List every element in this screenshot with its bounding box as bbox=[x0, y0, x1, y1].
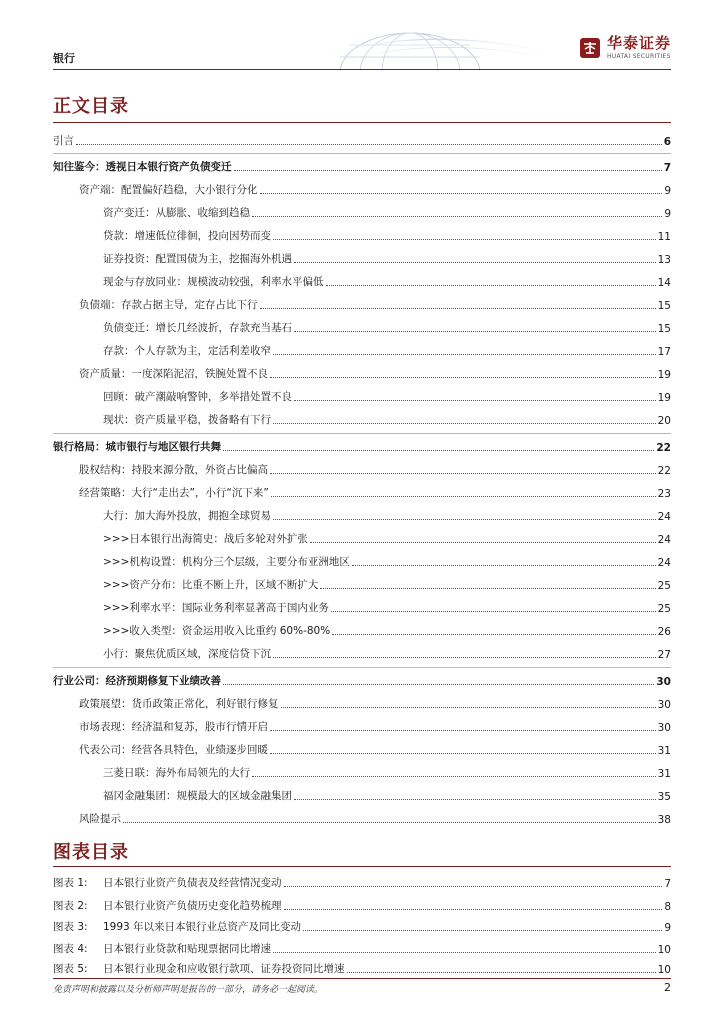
figure-label: 图表 3: bbox=[53, 921, 88, 933]
figure-label: 图表 5: bbox=[53, 963, 88, 975]
toc-entry-text: 经营策略：大行“走出去”，小行“沉下来” bbox=[79, 487, 269, 499]
toc-leader bbox=[270, 730, 656, 731]
toc-entry[interactable] bbox=[53, 181, 671, 197]
page-number: 2 bbox=[664, 981, 671, 994]
figure-entry-page: 8 bbox=[664, 901, 671, 913]
toc-entry-page: 15 bbox=[657, 300, 671, 312]
toc-entry-page: 26 bbox=[657, 626, 671, 638]
toc-entry-text: 银行格局：城市银行与地区银行共舞 bbox=[53, 441, 221, 453]
footer-divider bbox=[53, 978, 671, 979]
toc-entry[interactable] bbox=[53, 461, 671, 477]
toc-entry-text: 大行：加大海外投放，拥抱全球贸易 bbox=[103, 510, 271, 522]
toc-entry-page: 17 bbox=[657, 346, 671, 358]
figure-label: 图表 4: bbox=[53, 943, 88, 955]
toc-entry-page: 19 bbox=[657, 369, 671, 381]
toc-leader bbox=[273, 657, 656, 658]
figure-entry-text: 1993 年以来日本银行业总资产及同比变动 bbox=[103, 921, 302, 933]
toc-entry[interactable] bbox=[53, 204, 671, 220]
figure-entry-text: 日本银行业资产负债表及经营情况变动 bbox=[103, 877, 282, 889]
figure-entry-page: 10 bbox=[657, 944, 671, 956]
toc-leader bbox=[294, 400, 656, 401]
toc-leader bbox=[303, 930, 662, 931]
toc-entry[interactable] bbox=[53, 158, 671, 174]
toc-entry[interactable] bbox=[53, 388, 671, 404]
toc-entry-page: 6 bbox=[663, 136, 671, 148]
toc-leader bbox=[332, 634, 655, 635]
toc-entry[interactable] bbox=[53, 132, 671, 148]
toc-entry-page: 31 bbox=[657, 745, 671, 757]
toc-entry-text: >>>资产分布：比重不断上升，区域不断扩大 bbox=[103, 579, 319, 591]
toc-entry-text: 小行：聚焦优质区域，深度信贷下沉 bbox=[103, 648, 271, 660]
toc-entry-text: >>>机构设置：机构分三个层级，主要分布亚洲地区 bbox=[103, 556, 350, 568]
toc-leader bbox=[294, 331, 656, 332]
toc-entry[interactable] bbox=[53, 411, 671, 427]
toc-leader bbox=[273, 423, 656, 424]
toc-entry[interactable] bbox=[53, 810, 671, 826]
toc-entry[interactable] bbox=[53, 695, 671, 711]
header-divider bbox=[53, 69, 671, 70]
toc-entry-page: 30 bbox=[656, 676, 671, 688]
toc-leader bbox=[273, 354, 656, 355]
toc-entry[interactable] bbox=[53, 250, 671, 266]
toc-entry[interactable] bbox=[53, 319, 671, 335]
toc-entry[interactable] bbox=[53, 622, 671, 638]
toc-leader bbox=[273, 519, 656, 520]
toc-divider bbox=[53, 153, 671, 154]
toc-leader bbox=[270, 377, 656, 378]
toc-entry-text: >>>收入类型：资金运用收入比重约 60%-80% bbox=[103, 625, 331, 637]
toc-entry[interactable] bbox=[53, 342, 671, 358]
toc-entry-text: 引言 bbox=[53, 135, 74, 147]
toc-leader bbox=[123, 822, 656, 823]
toc-entry-page: 9 bbox=[664, 185, 671, 197]
toc-entry-page: 7 bbox=[663, 162, 671, 174]
toc-entry-text: 三菱日联：海外布局领先的大行 bbox=[103, 767, 250, 779]
toc-entry[interactable] bbox=[53, 296, 671, 312]
toc-divider bbox=[53, 667, 671, 668]
toc-entry-text: >>>日本银行出海简史：战后多轮对外扩张 bbox=[103, 533, 308, 545]
toc-entry-text: 现状：资产质量平稳，拨备略有下行 bbox=[103, 414, 271, 426]
figure-entry[interactable] bbox=[53, 897, 671, 913]
figures-title: 图表目录 bbox=[53, 842, 129, 863]
toc-entry-page: 22 bbox=[656, 442, 671, 454]
toc-entry-page: 30 bbox=[657, 722, 671, 734]
toc-entry-text: 资产变迁：从膨胀、收缩到趋稳 bbox=[103, 207, 250, 219]
toc-entry-text: 存款：个人存款为主，定活利差收窄 bbox=[103, 345, 271, 357]
toc-leader bbox=[347, 972, 656, 973]
toc-leader bbox=[281, 707, 656, 708]
toc-leader bbox=[270, 473, 656, 474]
toc-entry[interactable] bbox=[53, 484, 671, 500]
figure-entry[interactable] bbox=[53, 874, 671, 890]
toc-entry-text: 股权结构：持股来源分散，外资占比偏高 bbox=[79, 464, 268, 476]
huatai-logo-icon bbox=[579, 37, 601, 59]
figure-entry-page: 9 bbox=[664, 922, 671, 934]
toc-leader bbox=[260, 193, 663, 194]
brand-name-en: HUATAI SECURITIES bbox=[606, 53, 671, 60]
figures-title-rule bbox=[53, 866, 671, 867]
toc-entry-page: 24 bbox=[657, 557, 671, 569]
footer-disclaimer: 免责声明和披露以及分析师声明是报告的一部分，请务必一起阅读。 bbox=[53, 985, 324, 995]
toc-entry-page: 9 bbox=[664, 208, 671, 220]
toc-entry-page: 11 bbox=[657, 231, 671, 243]
toc-entry-page: 25 bbox=[657, 580, 671, 592]
toc-entry[interactable] bbox=[53, 507, 671, 523]
toc-leader bbox=[270, 753, 656, 754]
toc-leader bbox=[294, 262, 656, 263]
brand-name: 华泰证券 bbox=[606, 34, 671, 52]
toc-leader bbox=[310, 542, 656, 543]
toc-entry-page: 15 bbox=[657, 323, 671, 335]
toc-entry-page: 27 bbox=[657, 649, 671, 661]
figure-entry[interactable] bbox=[53, 940, 671, 956]
toc-leader bbox=[252, 216, 662, 217]
figure-label: 图表 1: bbox=[53, 877, 88, 889]
toc-entry-text: 负债变迁：增长几经波折，存款充当基石 bbox=[103, 322, 292, 334]
toc-entry-page: 13 bbox=[657, 254, 671, 266]
toc-entry[interactable] bbox=[53, 787, 671, 803]
toc-leader bbox=[273, 239, 656, 240]
toc-entry-text: 代表公司：经营各具特色，业绩逐步回暖 bbox=[79, 744, 268, 756]
toc-leader bbox=[271, 496, 656, 497]
toc-entry-page: 14 bbox=[657, 277, 671, 289]
toc-entry[interactable] bbox=[53, 741, 671, 757]
toc-entry[interactable] bbox=[53, 718, 671, 734]
report-category-tag: 银行 bbox=[53, 52, 75, 65]
toc-entry[interactable] bbox=[53, 645, 671, 661]
figure-label: 图表 2: bbox=[53, 900, 88, 912]
toc-entry[interactable] bbox=[53, 227, 671, 243]
toc-entry[interactable] bbox=[53, 599, 671, 615]
globe-watermark-icon bbox=[290, 27, 580, 71]
toc-leader bbox=[284, 886, 663, 887]
toc-entry-page: 24 bbox=[657, 534, 671, 546]
toc-entry-page: 22 bbox=[657, 465, 671, 477]
toc-leader bbox=[234, 170, 662, 171]
toc-entry-text: 现金与存放同业：规模波动较强，利率水平偏低 bbox=[103, 276, 324, 288]
toc-entry-text: 贷款：增速低位徘徊，投向因势而变 bbox=[103, 230, 271, 242]
toc-leader bbox=[252, 776, 656, 777]
toc-divider bbox=[53, 433, 671, 434]
toc-entry[interactable] bbox=[53, 553, 671, 569]
figure-entry[interactable] bbox=[53, 960, 671, 976]
toc-entry[interactable] bbox=[53, 764, 671, 780]
toc-entry-page: 23 bbox=[657, 488, 671, 500]
toc-entry[interactable] bbox=[53, 672, 671, 688]
toc-leader bbox=[273, 952, 656, 953]
toc-entry-text: 知往鉴今：透视日本银行资产负债变迁 bbox=[53, 161, 232, 173]
toc-entry[interactable] bbox=[53, 273, 671, 289]
toc-entry-text: 资产质量：一度深陷泥沼，铁腕处置不良 bbox=[79, 368, 268, 380]
toc-leader bbox=[294, 799, 656, 800]
toc-entry-page: 19 bbox=[657, 392, 671, 404]
toc-entry-text: 政策展望：货币政策正常化，利好银行修复 bbox=[79, 698, 279, 710]
toc-entry-page: 35 bbox=[657, 791, 671, 803]
toc-title: 正文目录 bbox=[53, 96, 129, 117]
toc-entry-text: >>>利率水平：国际业务利率显著高于国内业务 bbox=[103, 602, 329, 614]
figure-entry[interactable] bbox=[53, 918, 671, 934]
toc-entry-text: 证券投资：配置国债为主，挖掘海外机遇 bbox=[103, 253, 292, 265]
toc-leader bbox=[76, 144, 662, 145]
toc-entry-page: 20 bbox=[657, 415, 671, 427]
toc-entry[interactable] bbox=[53, 530, 671, 546]
toc-entry-text: 负债端：存款占据主导，定存占比下行 bbox=[79, 299, 258, 311]
toc-leader bbox=[260, 308, 656, 309]
toc-entry-text: 行业公司：经济预期修复下业绩改善 bbox=[53, 675, 221, 687]
toc-entry[interactable] bbox=[53, 576, 671, 592]
toc-leader bbox=[223, 684, 654, 685]
toc-leader bbox=[320, 588, 655, 589]
toc-entry[interactable] bbox=[53, 365, 671, 381]
toc-entry-page: 31 bbox=[657, 768, 671, 780]
toc-entry[interactable] bbox=[53, 438, 671, 454]
toc-entry-text: 福冈金融集团：规模最大的区域金融集团 bbox=[103, 790, 292, 802]
figure-entry-text: 日本银行业现金和应收银行款项、证券投资同比增速 bbox=[103, 963, 345, 975]
toc-entry-page: 38 bbox=[657, 814, 671, 826]
brand-logo bbox=[579, 36, 671, 60]
toc-entry-text: 回顾：破产潮敲响警钟，多举措处置不良 bbox=[103, 391, 292, 403]
toc-entry-text: 资产端：配置偏好趋稳，大小银行分化 bbox=[79, 184, 258, 196]
toc-entry-page: 24 bbox=[657, 511, 671, 523]
toc-entry-text: 风险提示 bbox=[79, 813, 121, 825]
figure-entry-page: 7 bbox=[664, 878, 671, 890]
figure-entry-text: 日本银行业贷款和贴现票据同比增速 bbox=[103, 943, 271, 955]
toc-entry-page: 25 bbox=[657, 603, 671, 615]
toc-title-rule bbox=[53, 122, 671, 123]
toc-leader bbox=[284, 909, 663, 910]
toc-entry-page: 30 bbox=[657, 699, 671, 711]
toc-leader bbox=[326, 285, 656, 286]
figure-entry-text: 日本银行业资产负债历史变化趋势梳理 bbox=[103, 900, 282, 912]
toc-leader bbox=[331, 611, 656, 612]
toc-leader bbox=[223, 450, 654, 451]
toc-leader bbox=[352, 565, 656, 566]
toc-entry-text: 市场表现：经济温和复苏，股市行情开启 bbox=[79, 721, 268, 733]
figure-entry-page: 10 bbox=[657, 964, 671, 976]
